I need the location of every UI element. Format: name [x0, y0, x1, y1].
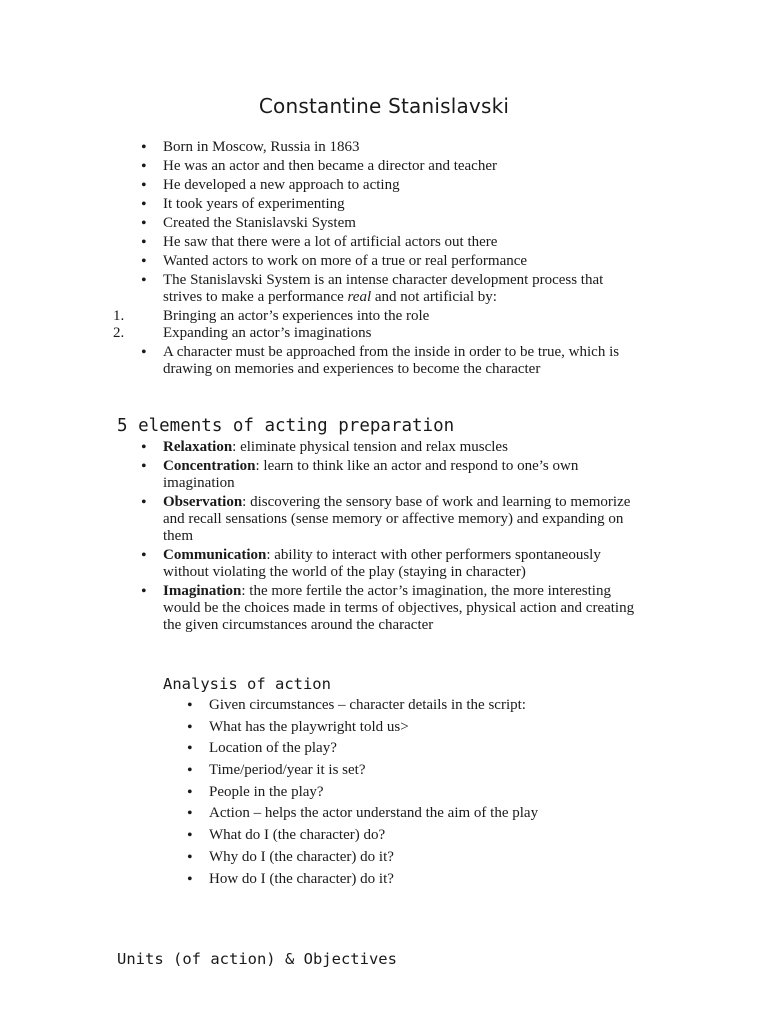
- bullet-icon: •: [187, 783, 193, 801]
- list-item: • Time/period/year it is set?: [187, 762, 366, 780]
- list-item: • People in the play?: [187, 783, 324, 801]
- bullet-icon: •: [187, 805, 193, 823]
- bullet-icon: •: [141, 177, 147, 194]
- bullet-icon: •: [141, 439, 147, 456]
- list-item: • Location of the play?: [187, 740, 337, 758]
- elements-list: [138, 439, 638, 636]
- list-item-system: • The Stanislavski System is an intense character development process that strives to make a performance real and not artificial by:: [141, 272, 604, 305]
- list-item: • He saw that there were a lot of artificial actors out there: [141, 234, 498, 251]
- bullet-icon: •: [141, 158, 147, 175]
- bullet-icon: •: [141, 547, 147, 564]
- list-item: • Born in Moscow, Russia in 1863: [141, 139, 360, 156]
- intro-list: [113, 139, 638, 380]
- bullet-icon: •: [141, 458, 147, 475]
- bullet-icon: •: [187, 870, 193, 888]
- bullet-icon: •: [141, 583, 147, 600]
- list-item: • He developed a new approach to acting: [141, 177, 400, 194]
- list-item: • Wanted actors to work on more of a true or real performance: [141, 253, 528, 270]
- list-item: • How do I (the character) do it?: [187, 870, 394, 888]
- page-title: Constantine Stanislavski: [258, 94, 510, 118]
- bullet-icon: •: [187, 762, 193, 780]
- bullet-icon: •: [187, 740, 193, 758]
- list-item: • Imagination: the more fertile the actor’s imagination, the more interesting would be the choices made in terms of objectives, physical action and creating the given circumstances around the character: [141, 583, 635, 633]
- bullet-icon: •: [141, 215, 147, 232]
- bullet-icon: •: [141, 494, 147, 511]
- list-item: • What do I (the character) do?: [187, 827, 386, 845]
- bullet-icon: •: [187, 827, 193, 845]
- analysis-list: [184, 697, 664, 892]
- bullet-icon: •: [187, 718, 193, 736]
- bullet-icon: •: [187, 697, 193, 714]
- bullet-icon: •: [141, 139, 147, 156]
- units-heading: Units (of action) & Objectives: [117, 950, 397, 968]
- list-item: • Given circumstances – character details in the script:: [187, 697, 526, 714]
- bullet-icon: •: [141, 253, 147, 270]
- analysis-heading: Analysis of action: [163, 675, 331, 693]
- bullet-icon: •: [141, 272, 147, 289]
- numbered-item: 1. Bringing an actor’s experiences into the role: [113, 308, 430, 324]
- list-item: • A character must be approached from the inside in order to be true, which is drawing on memories and experiences to become the character: [141, 344, 620, 377]
- bullet-icon: •: [141, 234, 147, 251]
- list-item: • He was an actor and then became a director and teacher: [141, 158, 497, 175]
- bullet-icon: •: [141, 344, 147, 361]
- list-item: • Action – helps the actor understand the aim of the play: [187, 805, 539, 823]
- list-item: • Concentration: learn to think like an actor and respond to one’s own imagination: [141, 458, 579, 491]
- list-item: • Relaxation: eliminate physical tension and relax muscles: [141, 439, 508, 456]
- list-item: • It took years of experimenting: [141, 196, 345, 213]
- elements-heading: 5 elements of acting preparation: [117, 416, 455, 436]
- numbered-item: 2. Expanding an actor’s imaginations: [113, 325, 372, 341]
- list-item: • What has the playwright told us>: [187, 718, 409, 736]
- list-item: • Why do I (the character) do it?: [187, 848, 394, 866]
- list-item: • Observation: discovering the sensory base of work and learning to memorize and recall sensations (sense memory or affective memory) and expanding on them: [141, 494, 631, 544]
- list-item: • Created the Stanislavski System: [141, 215, 356, 232]
- bullet-icon: •: [141, 196, 147, 213]
- list-item: • Communication: ability to interact with other performers spontaneously without violating the world of the play (staying in character): [141, 547, 601, 580]
- bullet-icon: •: [187, 848, 193, 866]
